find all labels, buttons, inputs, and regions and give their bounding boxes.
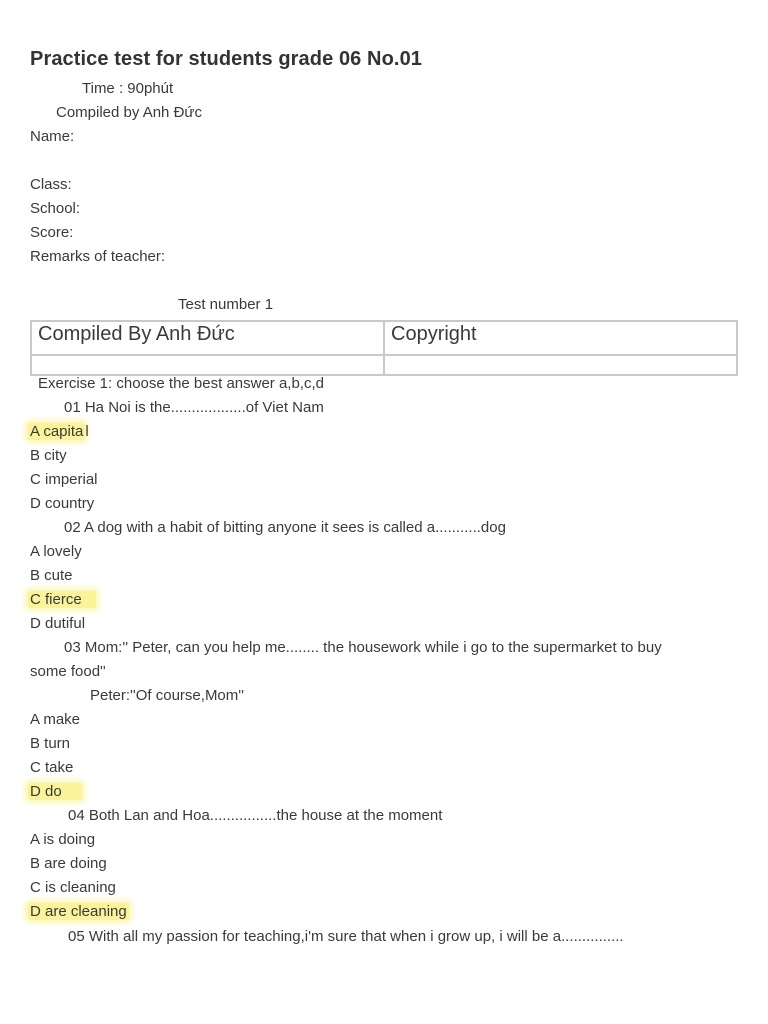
q2-option-a: A lovely [30,543,82,560]
q1-option-b: B city [30,447,67,464]
q1-option-a [30,422,89,442]
q1-option-d: D country [30,495,95,512]
class-field-label: Class: [30,176,72,193]
table-cell-compiled: Compiled By Anh Đức [31,321,384,355]
q4-option-d [30,902,129,922]
time-label: Time : 90phút [82,80,174,97]
q4-option-a: A is doing [30,831,96,848]
test-number-label: Test number 1 [178,296,274,313]
question-1: 01 Ha Noi is the..................of Viet Nam [64,399,324,416]
question-3-line-1: 03 Mom:'' Peter, can you help me........ the housework while i go to the supermarket to buy [64,639,662,656]
exercise-heading: Exercise 1: choose the best answer a,b,c,d [38,375,324,392]
q1-option-a-highlight: A capita [30,423,84,440]
question-2: 02 A dog with a habit of bitting anyone it sees is called a...........dog [64,519,506,536]
q1-option-c: C imperial [30,471,98,488]
score-field-label: Score: [30,224,74,241]
question-5: 05 With all my passion for teaching,i'm sure that when i grow up, i will be a............... [68,928,624,945]
q2-option-d: D dutiful [30,615,86,632]
q3-option-c: C take [30,759,74,776]
question-3-line-3: Peter:''Of course,Mom'' [90,687,244,704]
school-field-label: School: [30,200,81,217]
compiled-label: Compiled by Anh Đức [56,104,202,121]
header-table [30,320,738,376]
q2-option-c-highlight: C fierce [28,591,96,608]
q3-option-a: A make [30,711,81,728]
q4-option-d-highlight: D are cleaning [30,903,127,920]
page-title: Practice test for students grade 06 No.01 [30,48,423,70]
q2-option-b: B cute [30,567,73,584]
question-4: 04 Both Lan and Hoa................the house at the moment [68,807,443,824]
name-field-label: Name: [30,128,75,145]
q3-option-d-highlight: D do [28,783,82,800]
table-cell-empty-1 [31,355,384,375]
question-3-line-2: some food'' [30,663,106,680]
q1-option-a-tail: l [85,423,89,440]
q2-option-c [30,590,96,610]
q3-option-b: B turn [30,735,71,752]
table-cell-empty-2 [384,355,737,375]
table-cell-copyright: Copyright [384,321,737,355]
q4-option-b: B are doing [30,855,107,872]
remarks-field-label: Remarks of teacher: [30,248,166,265]
q3-option-d [30,782,82,802]
q4-option-c: C is cleaning [30,879,116,896]
